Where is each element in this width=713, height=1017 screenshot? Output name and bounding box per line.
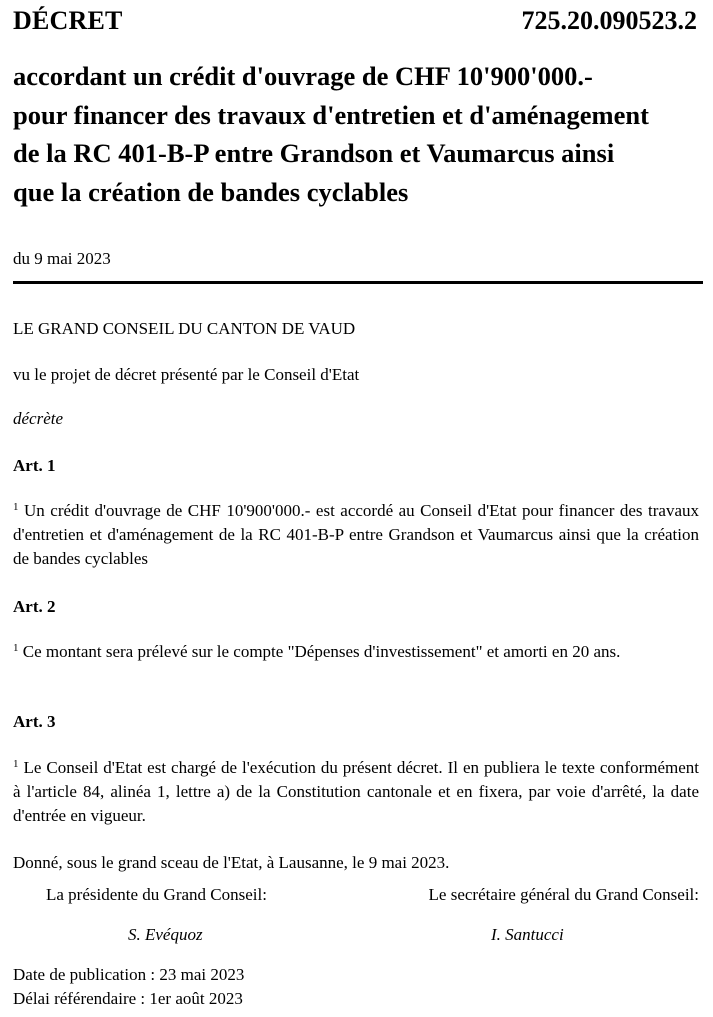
title-line: que la création de bandes cyclables bbox=[13, 176, 409, 207]
publication-date: Date de publication : 23 mai 2023 bbox=[13, 965, 245, 984]
document-number: 725.20.090523.2 bbox=[521, 6, 697, 35]
paragraph-number: 1 bbox=[13, 501, 19, 513]
given-clause: Donné, sous le grand sceau de l'Etat, à Lausanne, le 9 mai 2023. bbox=[13, 853, 450, 872]
article-heading: Art. 2 bbox=[13, 597, 56, 616]
referendum-deadline: Délai référendaire : 1er août 2023 bbox=[13, 989, 243, 1008]
decrees-word: décrète bbox=[13, 409, 64, 428]
signatory-name-president: S. Evéquoz bbox=[128, 925, 203, 944]
article-heading: Art. 1 bbox=[13, 456, 56, 475]
article-heading: Art. 3 bbox=[13, 712, 56, 731]
article-text: Un crédit d'ouvrage de CHF 10'900'000.- est accordé au Conseil d'Etat pour financer des travaux d'entretien et d'aménagement de la RC 401-B-P entre Grandson et Vaumarcus ainsi que la création de bandes cyclables bbox=[13, 501, 699, 568]
paragraph-number: 1 bbox=[13, 642, 19, 654]
title-line: accordant un crédit d'ouvrage de CHF 10'900'000.- bbox=[13, 61, 593, 91]
article-paragraph bbox=[13, 499, 699, 571]
decree-date: du 9 mai 2023 bbox=[13, 249, 111, 268]
article-paragraph bbox=[13, 756, 699, 828]
title-line: de la RC 401-B-P entre Grandson et Vaumarcus ainsi bbox=[13, 138, 615, 168]
decree-title bbox=[13, 57, 703, 211]
title-line: pour financer des travaux d'entretien et d'aménagement bbox=[13, 99, 649, 130]
horizontal-rule bbox=[13, 281, 703, 284]
signatory-name-secretary: I. Santucci bbox=[491, 925, 564, 944]
document-type: DÉCRET bbox=[13, 6, 123, 35]
signatory-role-president: La présidente du Grand Conseil: bbox=[46, 885, 267, 904]
issuing-authority: LE GRAND CONSEIL DU CANTON DE VAUD bbox=[13, 319, 356, 338]
paragraph-number: 1 bbox=[13, 758, 19, 770]
article-paragraph bbox=[13, 640, 699, 664]
article-text: Le Conseil d'Etat est chargé de l'exécution du présent décret. Il en publiera le texte conformément à l'article 84, alinéa 1, lettre a) de la Constitution cantonale et en fixera, par voie d'arrêté, la date d'entrée en vigueur. bbox=[13, 758, 699, 825]
article-text: Ce montant sera prélevé sur le compte "Dépenses d'investissement" et amorti en 20 ans. bbox=[22, 642, 621, 661]
document-header bbox=[13, 6, 697, 40]
signatory-role-secretary: Le secrétaire général du Grand Conseil: bbox=[428, 885, 699, 904]
considering-clause: vu le projet de décret présenté par le Conseil d'Etat bbox=[13, 365, 360, 384]
